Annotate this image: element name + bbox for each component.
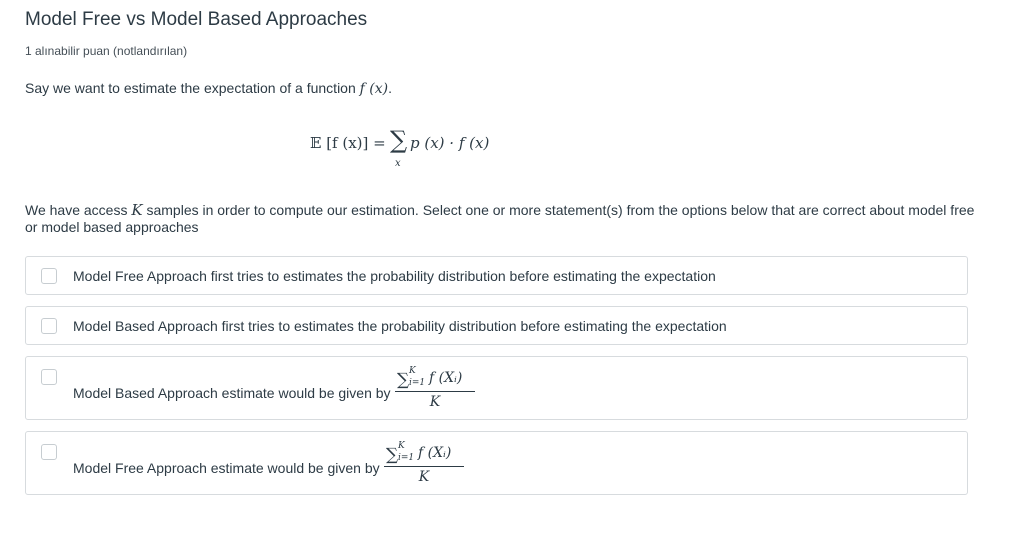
option-3-sup: K — [409, 366, 416, 376]
option-3-fraction — [395, 366, 475, 414]
question-points: 1 alınabilir puan (notlandırılan) — [25, 44, 188, 58]
formula-sigma-sub: x — [395, 158, 401, 169]
answer-option-4[interactable] — [25, 431, 968, 495]
question-title: Model Free vs Model Based Approaches — [25, 9, 368, 30]
option-4-numerator — [384, 441, 464, 465]
intro-math: f (x) — [359, 81, 389, 97]
intro-text: Say we want to estimate the expectation of a function — [25, 80, 356, 96]
option-3-checkbox[interactable] — [41, 369, 57, 385]
option-2-label: Model Based Approach first tries to estimates the probability distribution before estimating the expectation — [73, 318, 727, 334]
option-3-fraction-bar — [395, 391, 475, 392]
option-3-term: f (Xᵢ) — [429, 370, 463, 386]
option-4-sup: K — [398, 441, 405, 451]
formula-rhs: p (x) · f (x) — [410, 134, 490, 152]
option-4-denominator: K — [418, 469, 430, 485]
answer-option-2[interactable] — [25, 306, 968, 345]
formula-lhs: 𝔼 [f (x)] = — [310, 134, 386, 152]
question-intro — [25, 80, 392, 97]
answer-option-3[interactable] — [25, 356, 968, 420]
option-1-label: Model Free Approach first tries to estimates the probability distribution before estimating the expectation — [73, 268, 716, 284]
option-3-denominator: K — [429, 394, 441, 410]
option-4-fraction-bar — [384, 466, 464, 467]
option-4-sub: i=1 — [398, 453, 415, 463]
answer-option-1[interactable] — [25, 256, 968, 295]
intro-suffix: . — [388, 80, 392, 96]
desc-math-k: K — [131, 201, 143, 219]
question-description — [25, 202, 985, 236]
option-4-checkbox[interactable] — [41, 444, 57, 460]
option-3-label: Model Based Approach estimate would be given by — [73, 385, 391, 401]
option-4-fraction — [384, 441, 464, 489]
option-1-checkbox[interactable] — [41, 268, 57, 284]
option-4-label: Model Free Approach estimate would be given by — [73, 460, 380, 476]
option-4-sigma: ∑ — [386, 445, 399, 465]
desc-suffix: samples in order to compute our estimation. Select one or more statement(s) from the options below that are correct about model free or model based approaches — [25, 202, 975, 235]
option-4-term: f (Xᵢ) — [418, 445, 452, 461]
option-3-sub: i=1 — [409, 378, 426, 388]
formula-sigma: ∑ — [390, 126, 408, 154]
option-3-numerator — [395, 366, 475, 390]
option-3-sigma: ∑ — [397, 370, 410, 390]
option-2-checkbox[interactable] — [41, 318, 57, 334]
desc-prefix: We have access — [25, 202, 128, 218]
